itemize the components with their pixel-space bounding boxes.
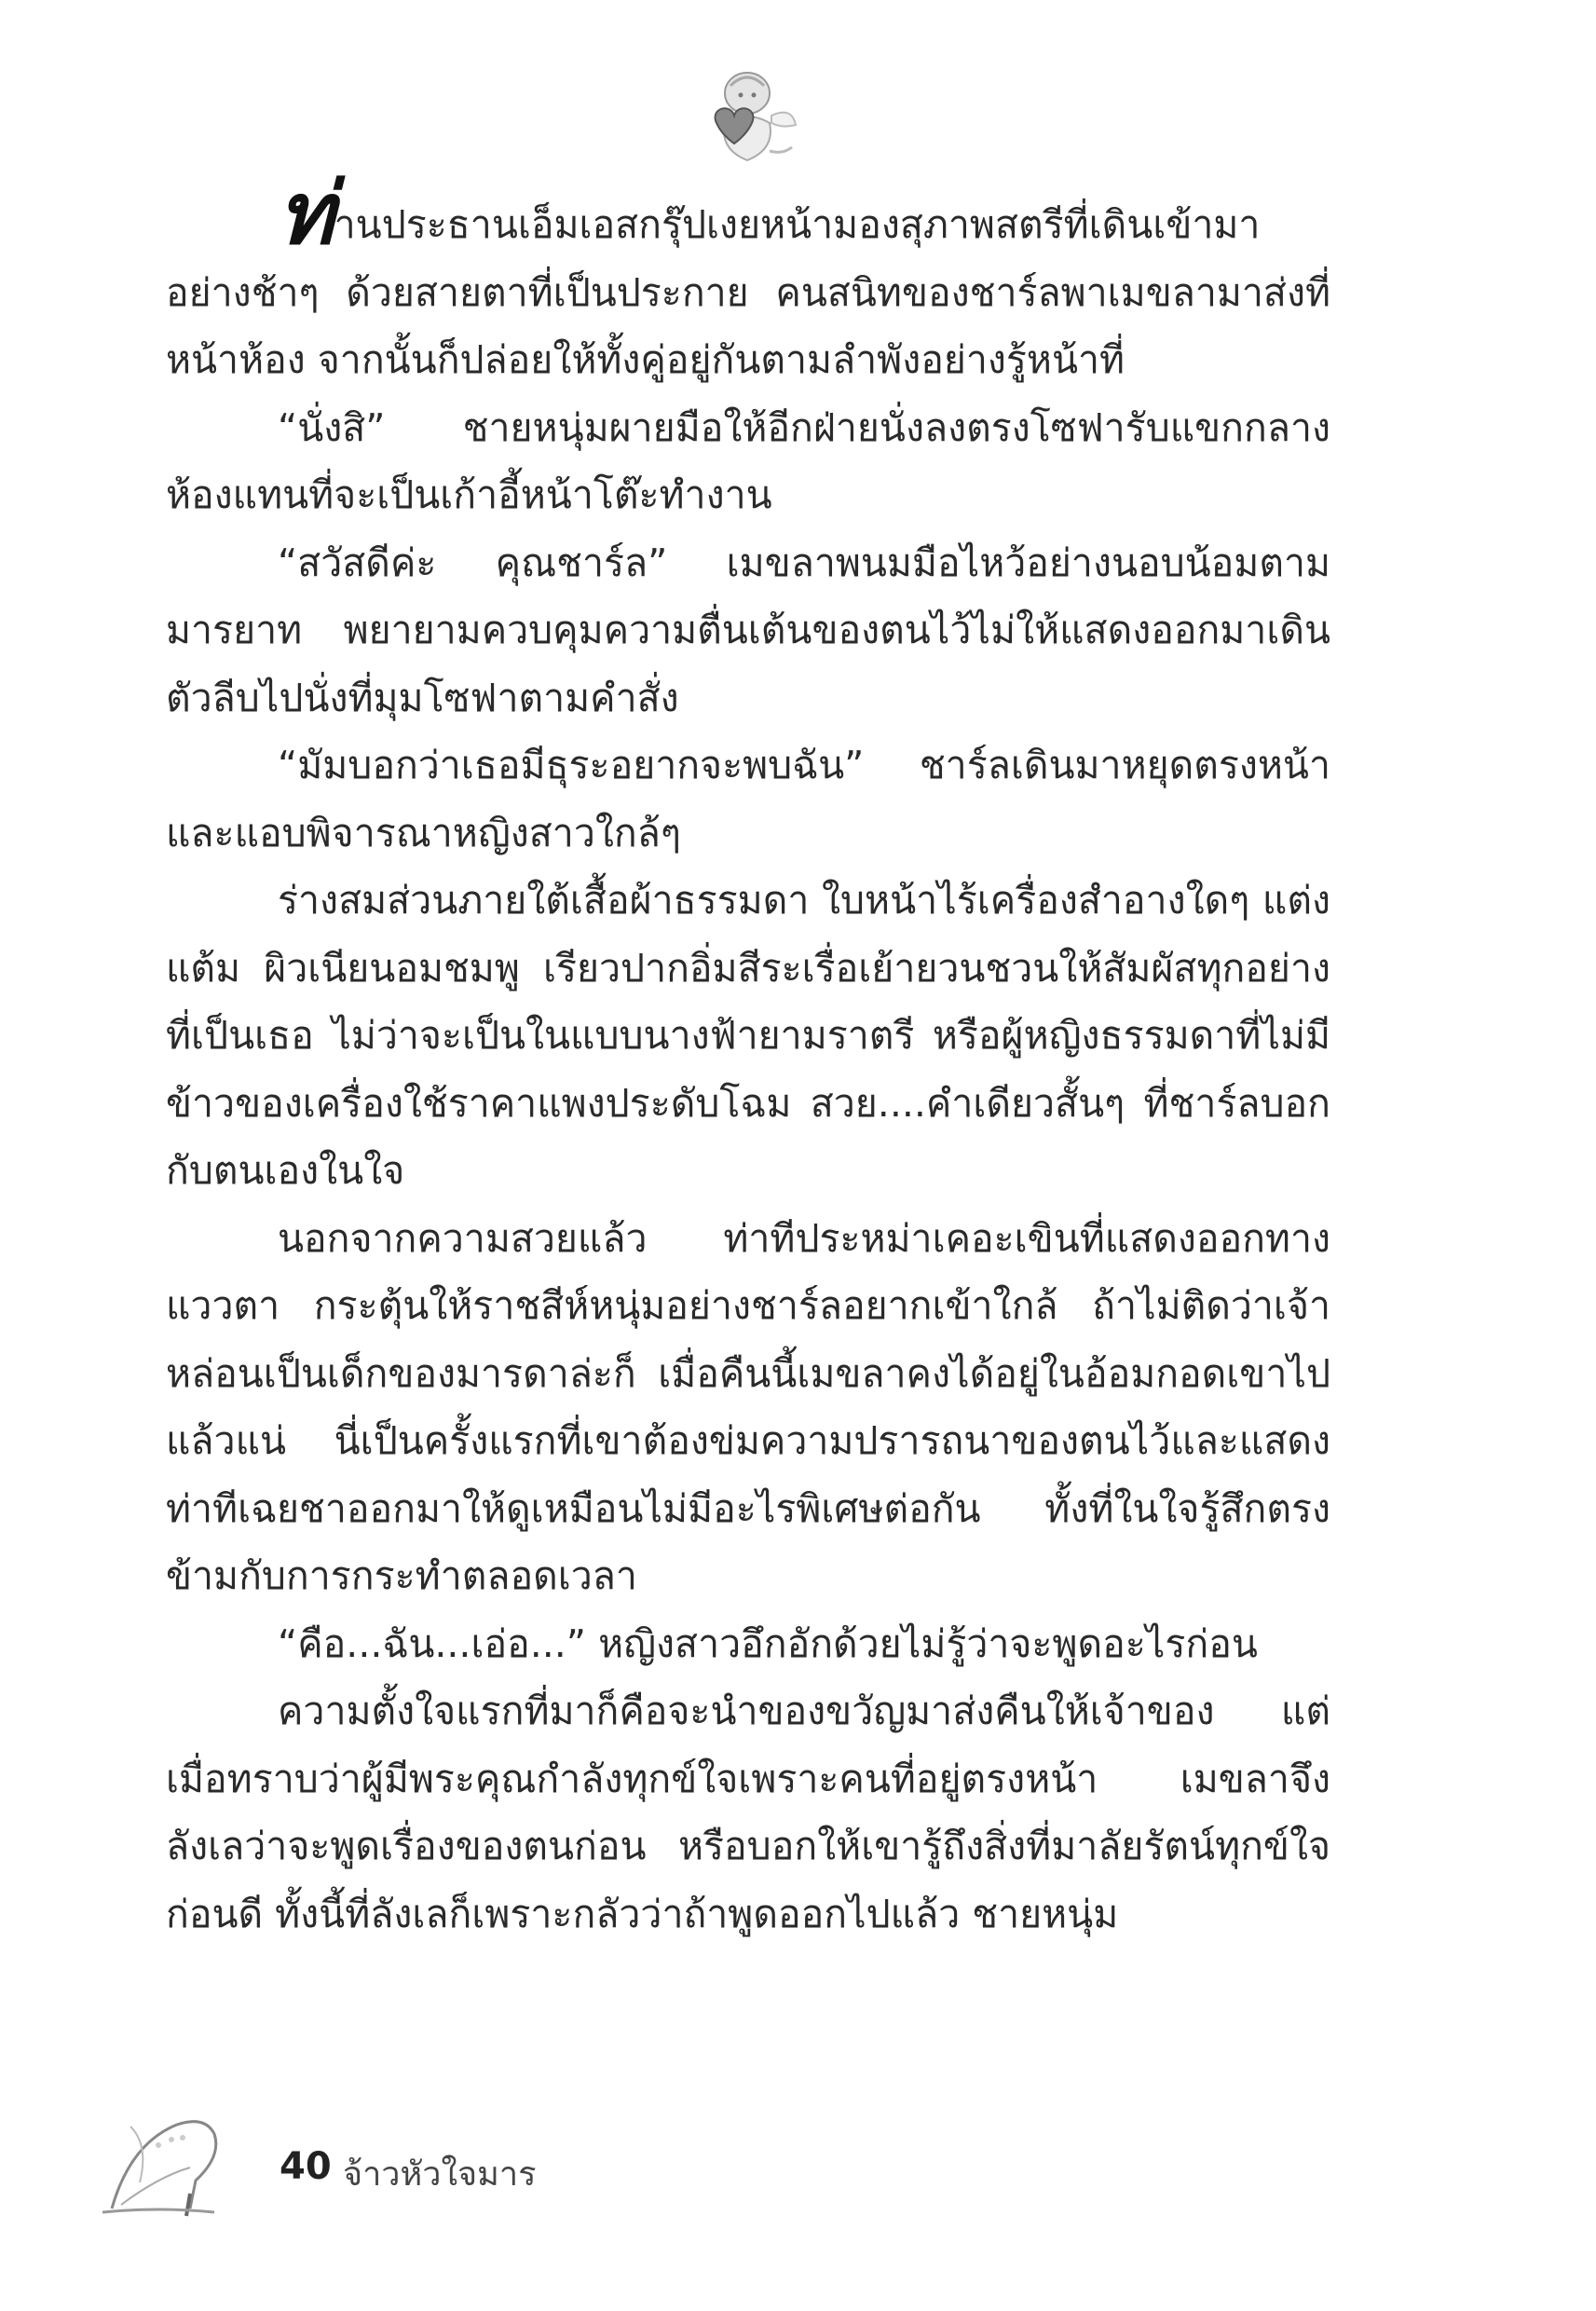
drop-cap: ท่ <box>278 164 334 264</box>
cherub-heart-ornament-icon <box>689 58 801 170</box>
paragraph: “มัมบอกว่าเธอมีธุระอยากจะพบฉัน” ชาร์ลเดินมาหยุดตรงหน้าและแอบพิจารณาหญิงสาวใกล้ๆ <box>166 743 1330 855</box>
paragraph: “คือ...ฉัน...เอ่อ...” หญิงสาวอึกอักด้วยไม่รู้ว่าจะพูดอะไรก่อน <box>278 1620 1258 1666</box>
paragraph: “สวัสดีค่ะ คุณชาร์ล” เมขลาพนมมือไหว้อย่างนอบน้อมตามมารยาท พยายามควบคุมความตื่นเต้นของตนไว้ไม่ให้แสดงออกมาเดินตัวลีบไปนั่งที่มุมโซฟาตามคำสั่ง <box>166 540 1330 720</box>
paragraph: ร่างสมส่วนภายใต้เสื้อผ้าธรรมดา ใบหน้าไร้เครื่องสำอางใดๆ แต่งแต้ม ผิวเนียนอมชมพู เรียวปากอิ่มสีระเรื่อเย้ายวนชวนให้สัมผัสทุกอย่างที่เป็นเธอ ไม่ว่าจะเป็นในแบบนางฟ้ายามราตรี หรือผู้หญิงธรรมดาที่ไม่มีข้าวของเครื่องใช้ราคาแพงประดับโฉม สวย....คำเดียวสั้นๆ ที่ชาร์ลบอกกับตนเองในใจ <box>166 878 1330 1193</box>
paragraph: ความตั้งใจแรกที่มาก็คือจะนำของขวัญมาส่งคืนให้เจ้าของ แต่เมื่อทราบว่าผู้มีพระคุณกำลังทุกข์ใจเพราะคนที่อยู่ตรงหน้า เมขลาจึงลังเลว่าจะพูดเรื่องของตนก่อน หรือบอกให้เขารู้ถึงสิ่งที่มาลัยรัตน์ทุกข์ใจก่อนดี ทั้งนี้ที่ลังเลก็เพราะกลัวว่าถ้าพูดออกไปแล้ว ชายหนุ่ม <box>166 1689 1330 1936</box>
paragraph: “นั่งสิ” ชายหนุ่มผายมือให้อีกฝ่ายนั่งลงตรงโซฟารับแขกกลางห้องแทนที่จะเป็นเก้าอี้หน้าโต๊ะทำงาน <box>166 404 1330 517</box>
paragraph: นอกจากความสวยแล้ว ท่าทีประหม่าเคอะเขินที่แสดงออกทางแววตา กระตุ้นให้ราชสีห์หนุ่มอย่างชาร์ลอยากเข้าใกล้ ถ้าไม่ติดว่าเจ้าหล่อนเป็นเด็กของมารดาล่ะก็ เมื่อคืนนี้เมขลาคงได้อยู่ในอ้อมกอดเขาไปแล้วแน่ นี่เป็นครั้งแรกที่เขาต้องข่มความปรารถนาของตนไว้และแสดงท่าทีเฉยชาออกมาให้ดูเหมือนไม่มีอะไรพิเศษต่อกัน ทั้งที่ในใจรู้สึกตรงข้ามกับการกระทำตลอดเวลา <box>166 1215 1330 1598</box>
paragraph-text: านประธานเอ็มเอสกรุ๊ปเงยหน้ามองสุภาพสตรีที่เดินเข้ามาอย่างช้าๆ ด้วยสายตาที่เป็นประกาย คนสนิทของชาร์ลพาเมขลามาส่งที่หน้าห้อง จากนั้นก็ปล่อยให้ทั้งคู่อยู่กันตามลำพังอย่างรู้หน้าที่ <box>166 202 1330 382</box>
page-number: 40 <box>280 2145 332 2188</box>
body-text <box>166 164 1330 1948</box>
book-title: จ้าวหัวใจมาร <box>343 2155 537 2194</box>
page-footer <box>93 2108 745 2220</box>
paragraph <box>166 164 1330 394</box>
high-heel-shoe-icon <box>93 2108 242 2220</box>
